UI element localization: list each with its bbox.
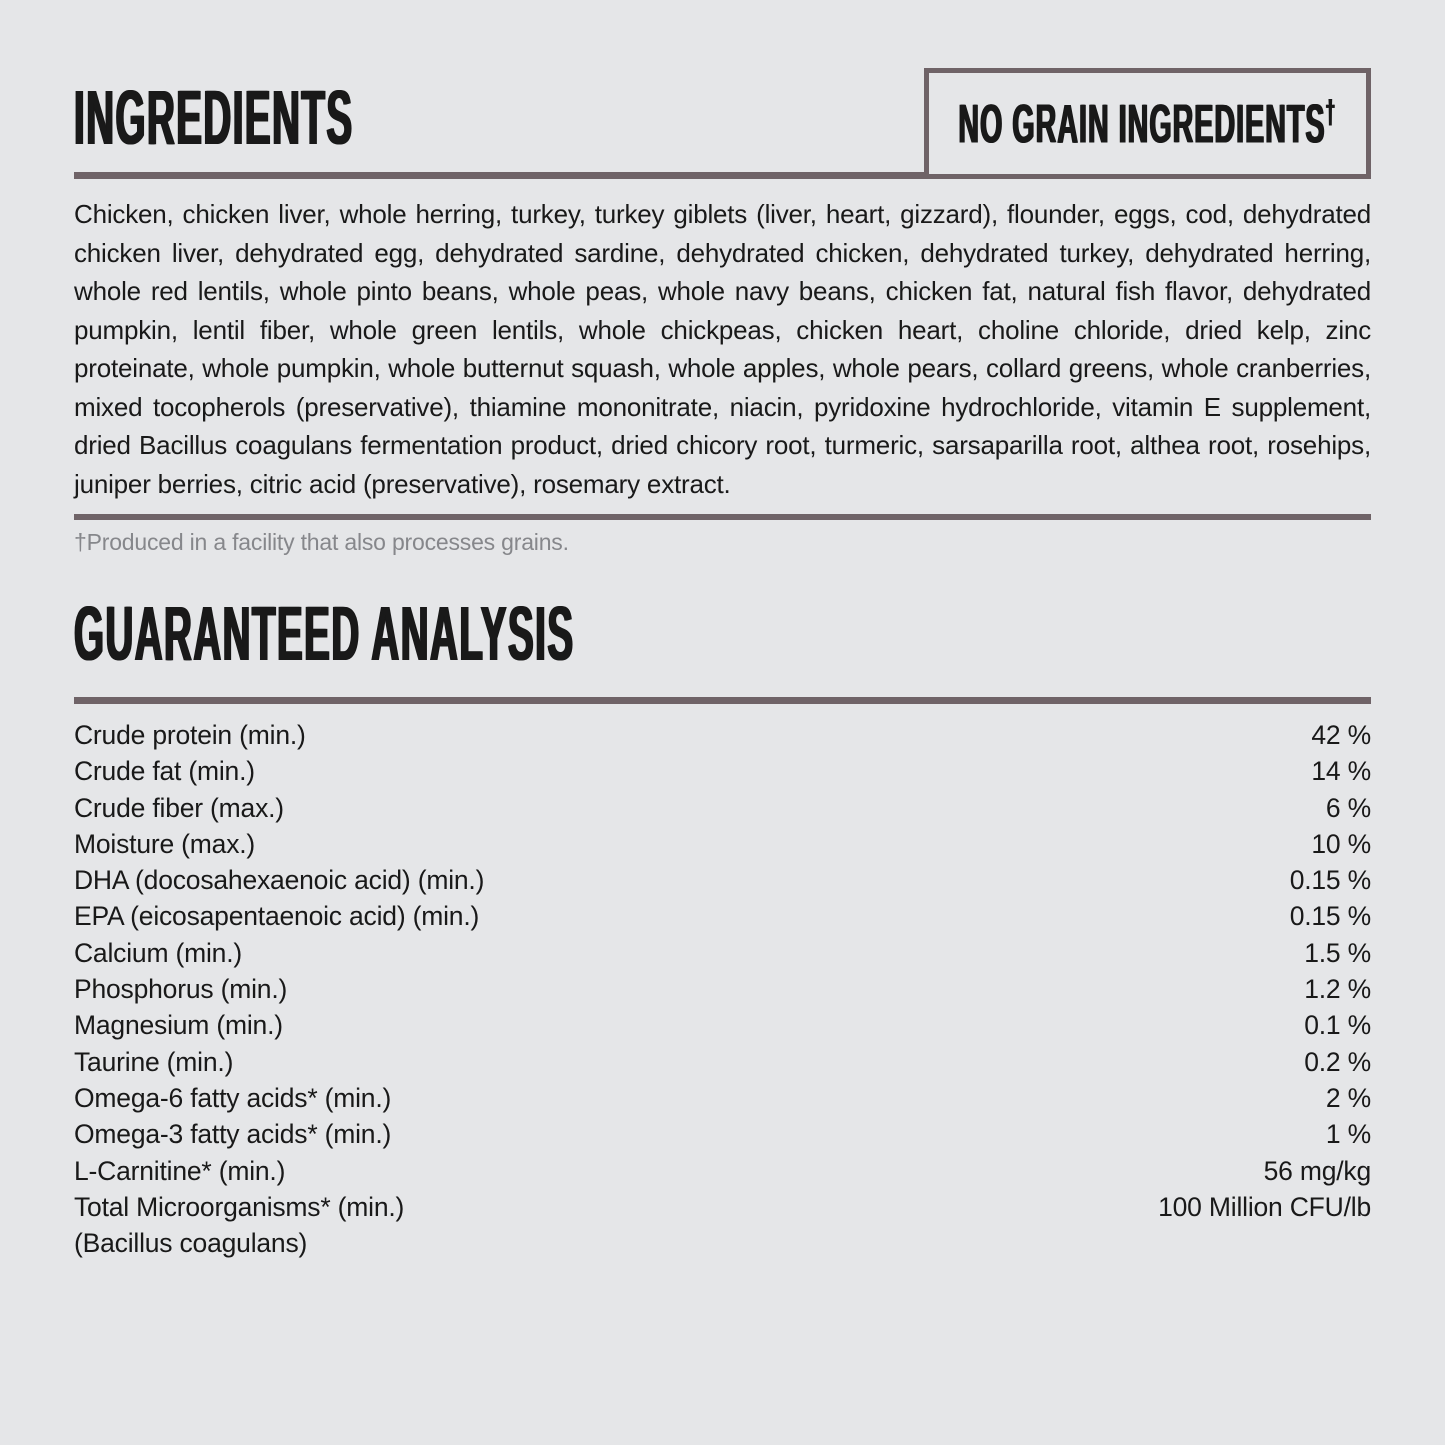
ingredients-list: Chicken, chicken liver, whole herring, turkey, turkey giblets (liver, heart, gizzard), flounder, eggs, cod, dehydrated chicken liver, dehydrated egg, dehydrated sardine, dehydrated chicken, dehydrated turkey, dehydrated herring, whole red lentils, whole pinto beans, whole peas, whole navy beans, chicken fat, natural fish flavor, dehydrated pumpkin, lentil fiber, whole green lentils, whole chickpeas, chicken heart, choline chloride, dried kelp, zinc proteinate, whole pumpkin, whole butternut squash, whole apples, whole pears, collard greens, whole cranberries, mixed tocopherols (preservative), thiamine mononitrate, niacin, pyridoxine hydrochloride, vitamin E supplement, dried Bacillus coagulans fermentation product, dried chicory root, turmeric, sarsaparilla root, althea root, rosehips, juniper berries, citric acid (preservative), rosemary extract. (74, 199, 1371, 499)
analysis-row-value: 56 mg/kg (1263, 1155, 1371, 1186)
analysis-row (74, 1080, 1371, 1116)
analysis-row-label: (Bacillus coagulans) (74, 1228, 308, 1259)
ingredients-header (74, 0, 1371, 179)
analysis-row-label: Taurine (min.) (74, 1046, 234, 1077)
analysis-row (74, 1153, 1371, 1189)
guaranteed-analysis-title: GUARANTEED ANALYSIS (74, 591, 575, 677)
analysis-row-value: 10 % (1311, 828, 1371, 859)
analysis-row-label: Omega-3 fatty acids* (min.) (74, 1119, 392, 1150)
analysis-row (74, 753, 1371, 789)
analysis-row-value: 6 % (1325, 792, 1371, 823)
analysis-row (74, 790, 1371, 826)
analysis-row (74, 826, 1371, 862)
analysis-row-label: Magnesium (min.) (74, 1010, 283, 1041)
guaranteed-analysis-table (74, 717, 1371, 1261)
analysis-row-value: 14 % (1311, 756, 1371, 787)
analysis-row-label: Phosphorus (min.) (74, 974, 288, 1005)
grain-facility-footnote: †Produced in a facility that also processes grains. (74, 529, 569, 555)
guaranteed-analysis-divider (74, 697, 1371, 704)
analysis-row-label: L-Carnitine* (min.) (74, 1155, 286, 1186)
analysis-row-value: 1.5 % (1304, 937, 1371, 968)
analysis-row-value: 100 Million CFU/lb (1158, 1191, 1371, 1222)
analysis-row-label: Total Microorganisms* (min.) (74, 1191, 405, 1222)
analysis-row (74, 1189, 1371, 1225)
no-grain-badge-text: NO GRAIN INGREDIENTS† (958, 92, 1337, 155)
no-grain-badge (924, 68, 1371, 179)
footnote-divider (74, 514, 1371, 520)
analysis-row-label: Moisture (max.) (74, 828, 256, 859)
dagger-superscript: † (1325, 93, 1337, 131)
analysis-row-value: 0.1 % (1304, 1010, 1371, 1041)
ingredients-title: INGREDIENTS (74, 75, 354, 161)
analysis-row-value: 1 % (1325, 1119, 1371, 1150)
analysis-row-label: Crude fat (min.) (74, 756, 255, 787)
analysis-row-value: 1.2 % (1304, 974, 1371, 1005)
analysis-row-value: 42 % (1311, 720, 1371, 750)
analysis-row-label: DHA (docosahexaenoic acid) (min.) (74, 865, 485, 896)
analysis-row-label: Crude fiber (max.) (74, 792, 284, 823)
analysis-row-label: Crude protein (min.) (74, 720, 306, 750)
analysis-row-label: Calcium (min.) (74, 937, 242, 968)
analysis-row (74, 1044, 1371, 1080)
analysis-row-value: 0.15 % (1289, 865, 1371, 896)
analysis-row-label: Omega-6 fatty acids* (min.) (74, 1082, 392, 1113)
analysis-row (74, 862, 1371, 898)
analysis-row (74, 1116, 1371, 1152)
analysis-row (74, 1007, 1371, 1043)
analysis-row-value: 0.15 % (1289, 901, 1371, 932)
analysis-row-value: 0.2 % (1304, 1046, 1371, 1077)
analysis-row (74, 1225, 1371, 1261)
analysis-row-value: 2 % (1325, 1082, 1371, 1113)
analysis-row (74, 935, 1371, 971)
analysis-row (74, 717, 1371, 753)
analysis-row-label: EPA (eicosapentaenoic acid) (min.) (74, 901, 480, 932)
analysis-row (74, 971, 1371, 1007)
analysis-row (74, 898, 1371, 934)
